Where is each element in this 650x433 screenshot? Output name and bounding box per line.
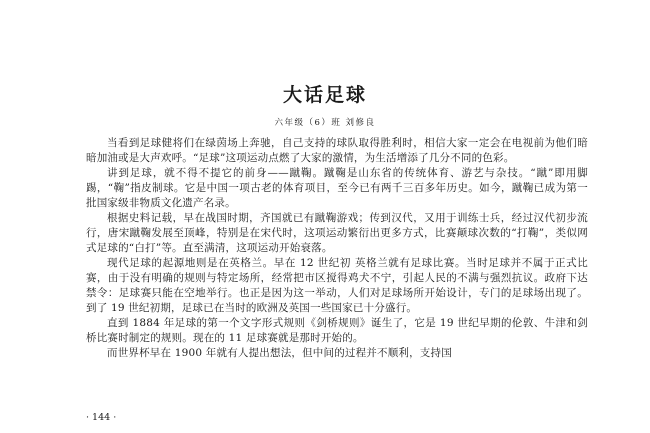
page-number: · 144 ·	[86, 412, 117, 423]
paragraph: 直到 1884 年足球的第一个文字形式规则《剑桥规则》诞生了，它是 19 世纪早期的伦敦、牛津和剑桥比赛时制定的规则。现在的 11 足球赛就是那时开始的。	[86, 317, 588, 344]
paragraph: 现代足球的起源地则是在英格兰。早在 12 世纪初 英格兰就有足球比赛。当时足球并不属于正式比赛，由于没有明确的规则与特定场所，经常把市区搅得鸡犬不宁，引起人民的不满与强烈抗议。政府下达禁令：足球赛只能在空地举行。也正是因为这一举动，人们对足球场所开始设计，专门的足球场出现了。到了 19 世纪初期，足球已在当时的欧洲及英国一些国家已十分盛行。	[86, 257, 588, 314]
paragraph: 当看到足球健将们在绿茵场上奔驰，自己支持的球队取得胜利时，相信大家一定会在电视前为他们暗暗加油或是大声欢呼。“足球”这项运动点燃了大家的激情，为生活增添了几分不同的色彩。	[86, 137, 588, 164]
author-byline: 六年级（6）班 刘修良	[274, 118, 376, 128]
paragraph: 讲到足球，就不得不提它的前身——蹴鞠。蹴鞠是山东省的传统体育、游艺与杂技。“蹴”即用脚踢，“鞠”指皮制球。它是中国一项古老的体育项目，至今已有两千三百多年历史。如今，蹴鞠已成为第一批国家级非物质文化遗产名录。	[86, 167, 588, 209]
paragraph: 而世界杯早在 1900 年就有人提出想法，但中间的过程并不顺利，支持国	[107, 347, 452, 359]
paragraph: 根据史料记载，早在战国时期，齐国就已有蹴鞠游戏；传到汉代，又用于训练士兵，经过汉代初步流行，唐宋蹴鞠发展至顶峰，特别是在宋代时，这项运动繁衍出更多方式，比赛颠球次数的“打鞠”，类似网式足球的“白打”等。直至满清，这项运动开始衰落。	[86, 212, 588, 254]
document-body	[86, 136, 588, 361]
document-title: 大话足球	[282, 84, 367, 106]
